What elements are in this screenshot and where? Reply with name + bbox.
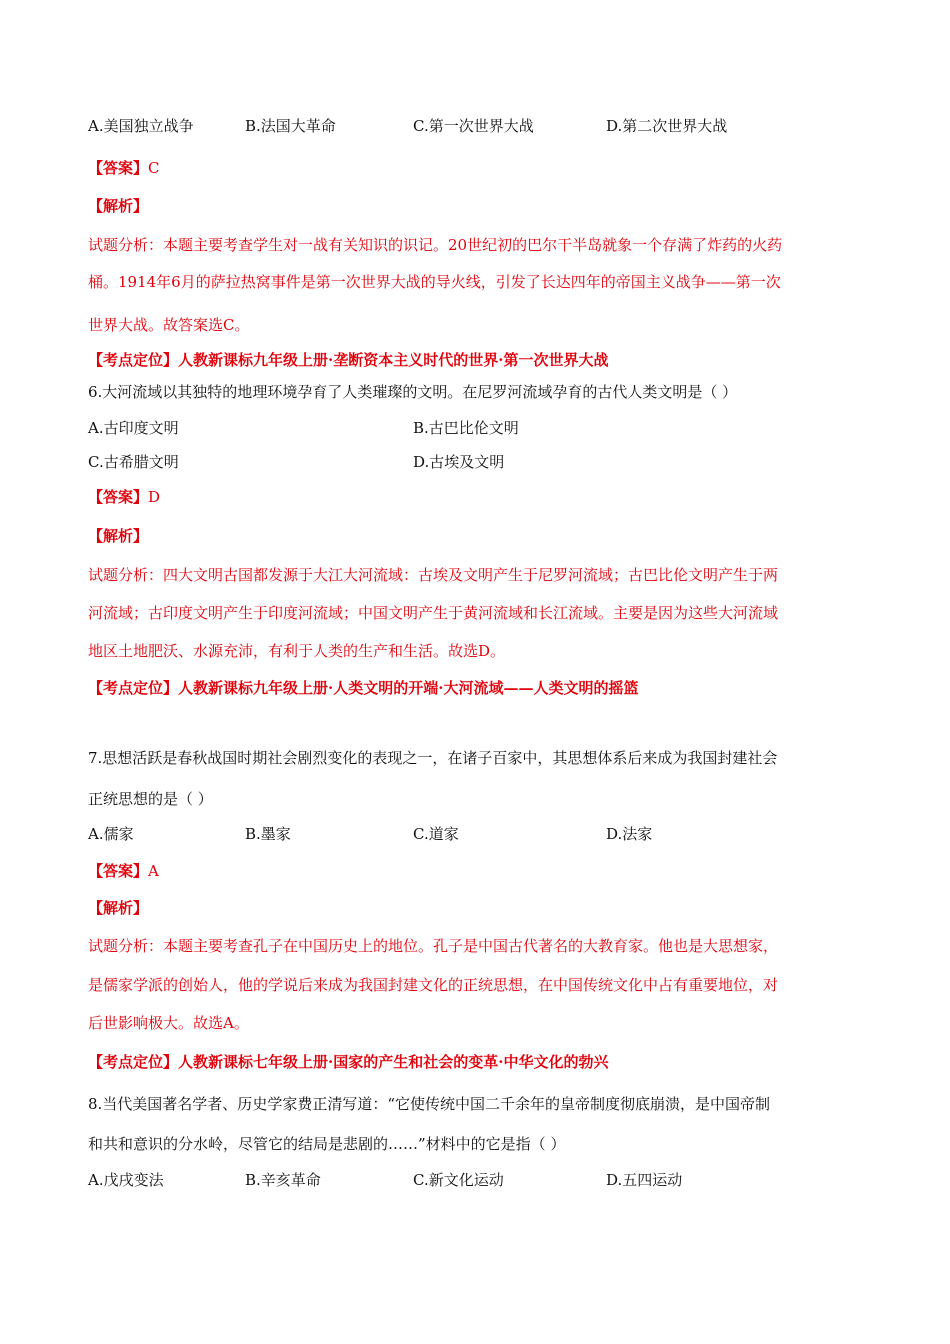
answer-label: 【答案】: [88, 159, 149, 177]
q7-question-line-1: 7.思想活跃是春秋战国时期社会剧烈变化的表现之一，在诸子百家中，其思想体系后来成为我国封建社会: [88, 749, 778, 767]
q5-option-b: B.法国大革命: [245, 117, 336, 135]
answer-label: 【答案】: [88, 488, 149, 506]
answer-label: 【答案】: [88, 862, 149, 880]
q6-analysis-label: 【解析】: [88, 527, 149, 545]
q7-question-line-2: 正统思想的是（ ）: [88, 790, 213, 808]
q7-answer: [88, 861, 159, 881]
q6-analysis-line-1: 试题分析：四大文明古国都发源于大江大河流域：古埃及文明产生于尼罗河流域；古巴比伦文明产生于两: [88, 566, 779, 584]
q5-analysis-label: 【解析】: [88, 197, 149, 215]
q5-option-d: D.第二次世界大战: [606, 117, 728, 135]
q7-option-d: D.法家: [606, 825, 653, 843]
q8-option-a: A.戊戌变法: [88, 1171, 164, 1189]
q8-question-line-2: 和共和意识的分水岭，尽管它的结局是悲剧的……”材料中的它是指（ ）: [88, 1135, 566, 1153]
answer-value: A: [148, 862, 159, 880]
q8-option-c: C.新文化运动: [413, 1171, 504, 1189]
q5-option-a: A.美国独立战争: [88, 117, 194, 135]
q5-answer: [88, 158, 160, 178]
q7-option-b: B.墨家: [245, 825, 291, 843]
answer-value: D: [148, 488, 161, 506]
q7-point: 【考点定位】人教新课标七年级上册·国家的产生和社会的变革·中华文化的勃兴: [88, 1053, 609, 1071]
q6-analysis-line-3: 地区土地肥沃、水源充沛，有利于人类的生产和生活。故选D。: [88, 642, 506, 660]
q8-option-b: B.辛亥革命: [245, 1171, 321, 1189]
q7-analysis-line-2: 是儒家学派的创始人，他的学说后来成为我国封建文化的正统思想，在中国传统文化中占有重要地位，对: [88, 976, 779, 994]
q6-analysis-line-2: 河流域；古印度文明产生于印度河流域；中国文明产生于黄河流域和长江流域。主要是因为这些大河流域: [88, 604, 779, 622]
q6-question: 6.大河流域以其独特的地理环境孕育了人类璀璨的文明。在尼罗河流域孕育的古代人类文明是（ ）: [88, 383, 738, 401]
q7-option-a: A.儒家: [88, 825, 134, 843]
q5-analysis-line-3: 世界大战。故答案选C。: [88, 316, 250, 334]
q8-option-d: D.五四运动: [606, 1171, 683, 1189]
q7-analysis-line-1: 试题分析：本题主要考查孔子在中国历史上的地位。孔子是中国古代著名的大教育家。他也是大思想家，: [88, 937, 779, 955]
q7-analysis-label: 【解析】: [88, 899, 149, 917]
q6-option-a: A.古印度文明: [88, 419, 179, 437]
q8-question-line-1: 8.当代美国著名学者、历史学家费正清写道：“它使传统中国二千余年的皇帝制度彻底崩溃，是中国帝制: [88, 1095, 770, 1113]
q5-analysis-line-2: 桶。1914年6月的萨拉热窝事件是第一次世界大战的导火线，引发了长达四年的帝国主义战争——第一次: [88, 273, 781, 291]
q6-answer: [88, 487, 160, 507]
q5-analysis-line-1: 试题分析：本题主要考查学生对一战有关知识的识记。20世纪初的巴尔干半岛就象一个存满了炸药的火药: [88, 236, 783, 254]
q6-option-d: D.古埃及文明: [413, 453, 505, 471]
q7-option-c: C.道家: [413, 825, 459, 843]
q6-point: 【考点定位】人教新课标九年级上册·人类文明的开端·大河流域——人类文明的摇篮: [88, 679, 639, 697]
q6-option-c: C.古希腊文明: [88, 453, 179, 471]
answer-value: C: [148, 159, 160, 177]
q7-analysis-line-3: 后世影响极大。故选A。: [88, 1014, 249, 1032]
q5-point: 【考点定位】人教新课标九年级上册·垄断资本主义时代的世界·第一次世界大战: [88, 351, 609, 369]
q5-option-c: C.第一次世界大战: [413, 117, 534, 135]
q6-option-b: B.古巴比伦文明: [413, 419, 519, 437]
